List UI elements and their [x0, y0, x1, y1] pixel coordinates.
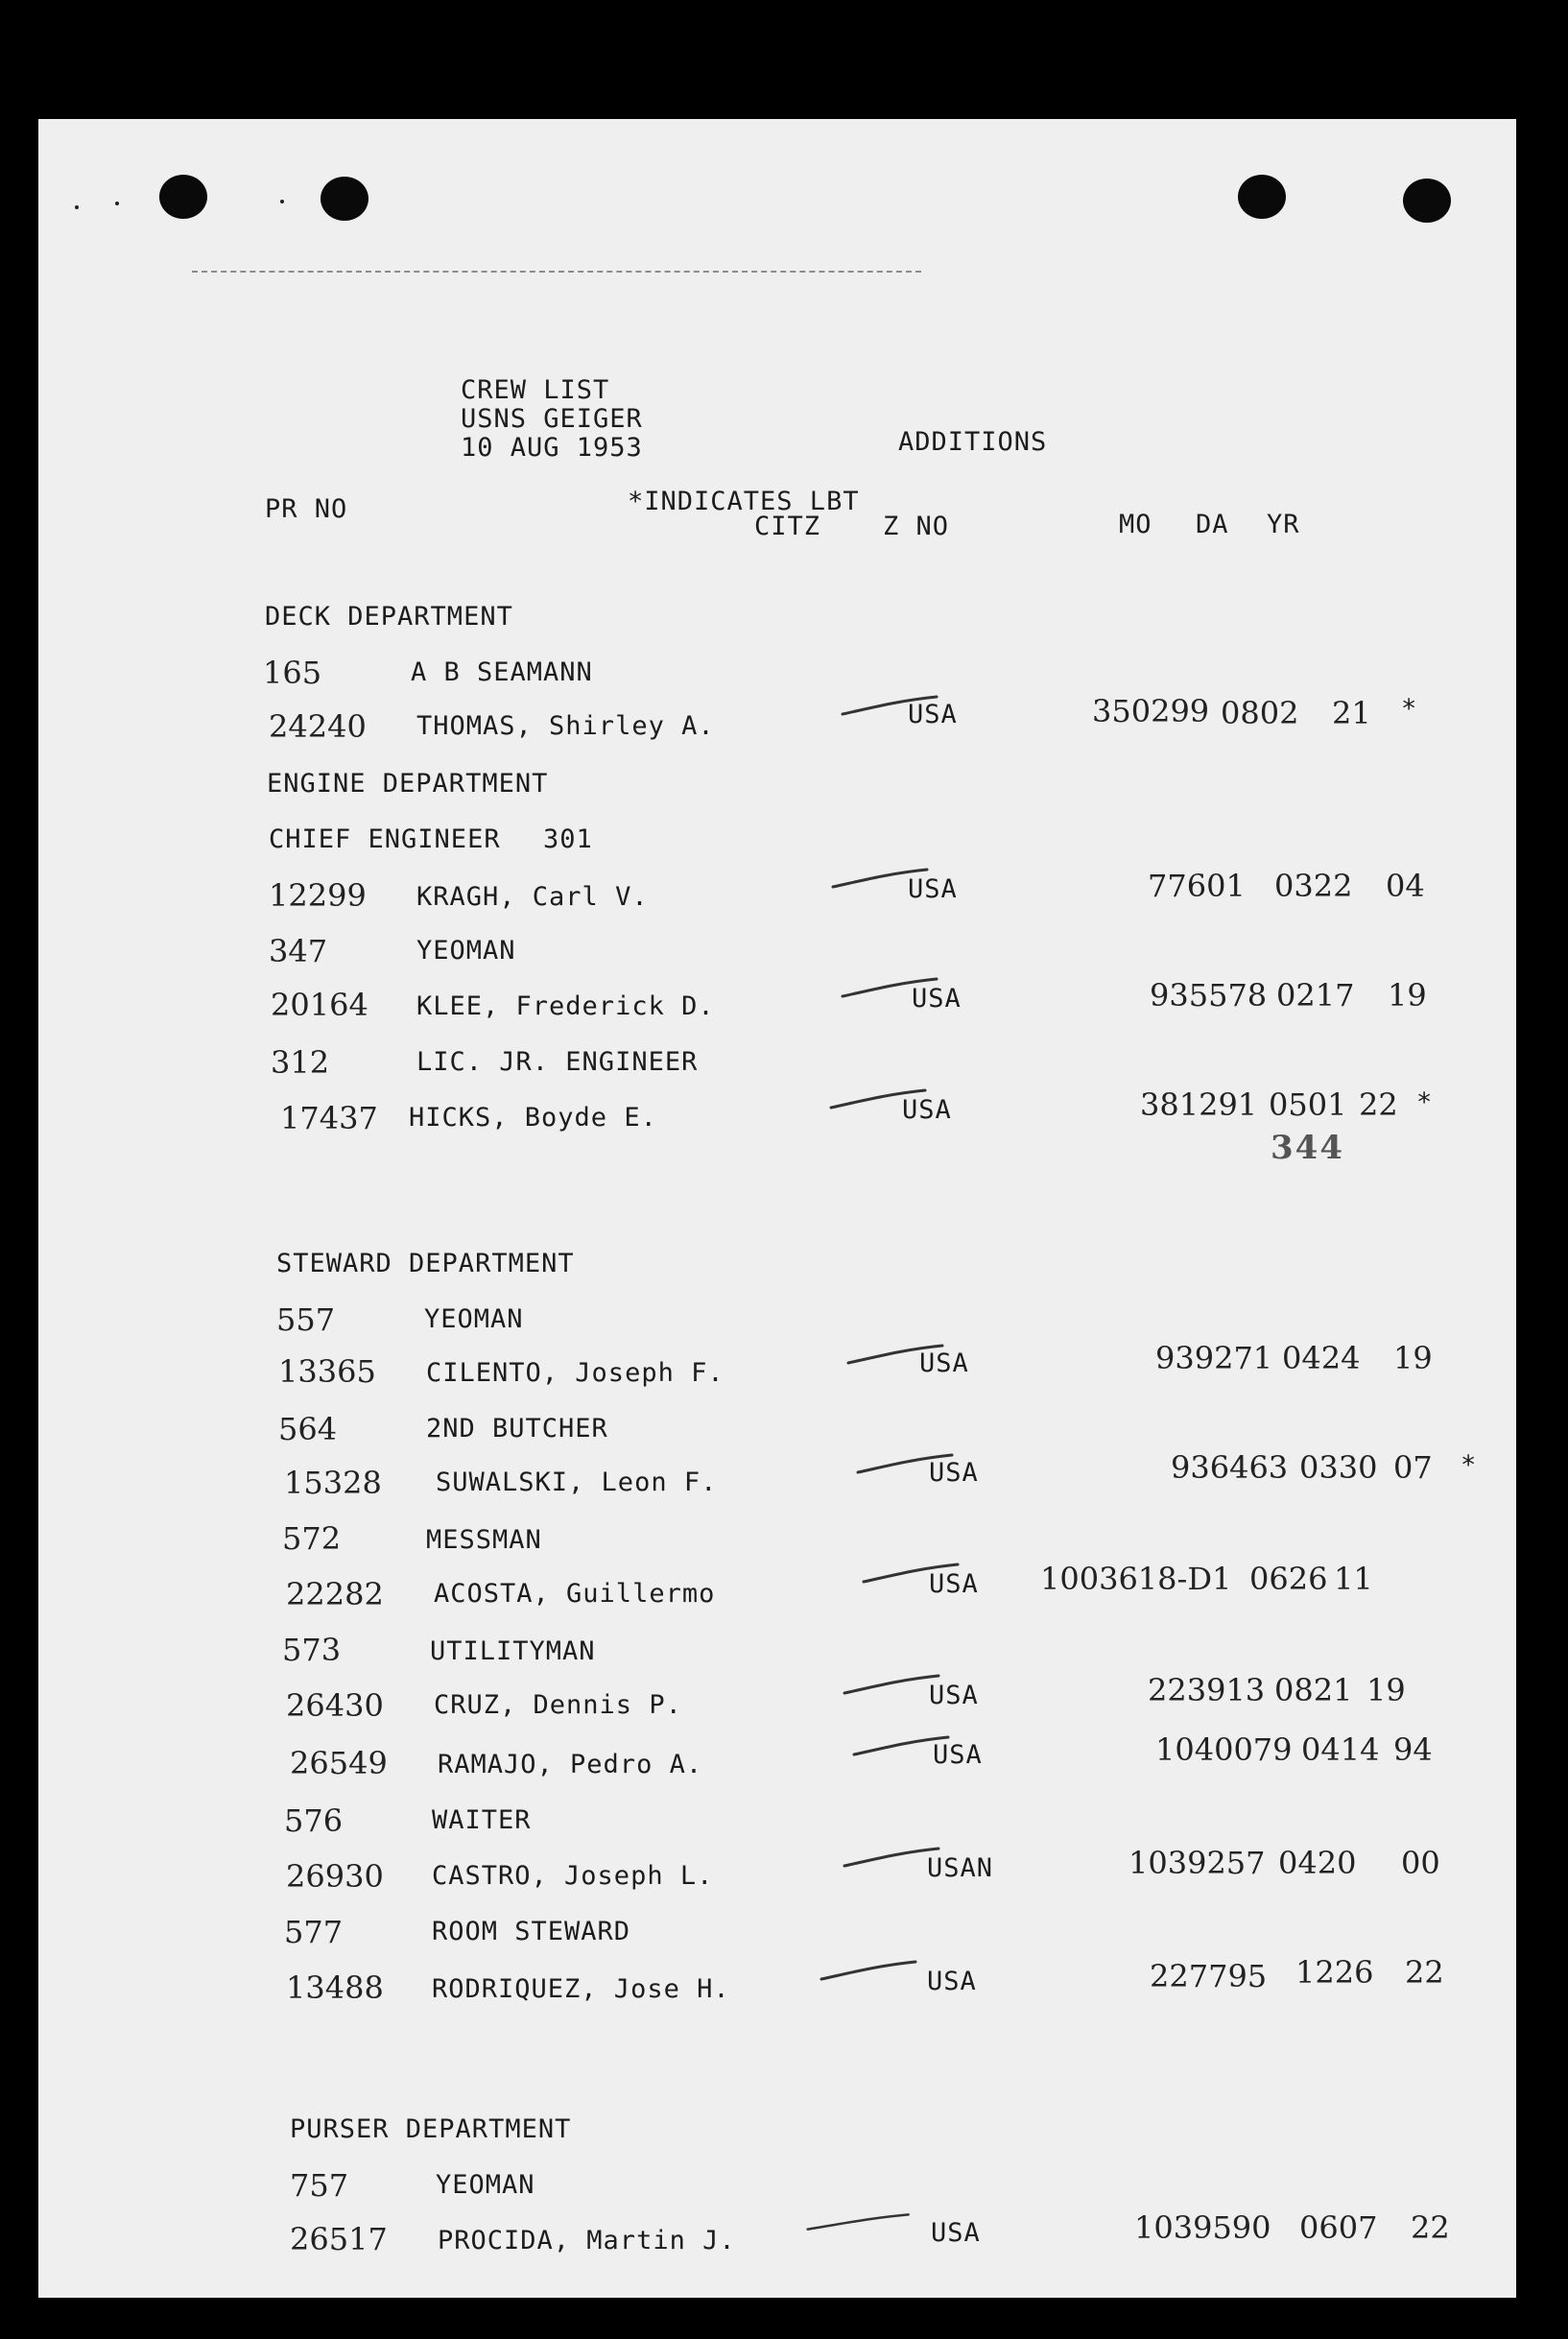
paper-speck	[75, 205, 79, 209]
citizenship: USA	[908, 700, 958, 729]
rating-title: YEOMAN	[436, 2170, 535, 2200]
birth-year: 04	[1386, 868, 1425, 904]
pr-number: 15328	[284, 1465, 382, 1501]
rating-code: 557	[276, 1301, 336, 1338]
z-number: 939271	[1155, 1340, 1273, 1376]
department-heading: ENGINE DEPARTMENT	[267, 769, 549, 799]
perforation-line	[192, 271, 921, 273]
column-header-yr: YR	[1267, 510, 1300, 539]
birth-month-day: 0330	[1299, 1449, 1378, 1486]
rating-title: ROOM STEWARD	[432, 1917, 631, 1946]
z-number: 223913	[1148, 1672, 1266, 1708]
z-number: 936463	[1171, 1449, 1289, 1486]
lbt-mark: *	[1416, 1087, 1434, 1117]
birth-month-day: 0607	[1299, 2209, 1378, 2246]
crew-name: RODRIQUEZ, Jose H.	[432, 1974, 730, 2004]
citizenship: USAN	[927, 1853, 994, 1883]
pr-number: 26549	[290, 1745, 388, 1781]
list-date: 10 AUG 1953	[461, 433, 643, 463]
birth-month-day: 0802	[1221, 695, 1299, 731]
citizenship: USA	[929, 1569, 979, 1599]
check-mark	[806, 2211, 912, 2232]
pr-number: 26930	[286, 1858, 384, 1895]
birth-month-day: 0424	[1282, 1340, 1361, 1376]
pr-number: 26517	[290, 2221, 388, 2257]
citizenship: USA	[929, 1681, 979, 1710]
punch-hole	[321, 177, 368, 221]
rating-title: LIC. JR. ENGINEER	[416, 1047, 699, 1077]
rating-title: 2ND BUTCHER	[426, 1414, 608, 1444]
department-heading: STEWARD DEPARTMENT	[276, 1249, 575, 1278]
birth-year: 21	[1332, 695, 1371, 731]
rating-code: 301	[543, 824, 593, 854]
document-title: CREW LIST	[461, 375, 610, 405]
lbt-mark: *	[1461, 1450, 1478, 1480]
column-header-mo: MO	[1119, 510, 1152, 539]
birth-month-day: 0821	[1274, 1672, 1353, 1708]
rating-title: MESSMAN	[426, 1525, 542, 1555]
birth-month-day: 0501	[1269, 1086, 1347, 1123]
z-number: 350299	[1092, 693, 1210, 729]
birth-year: 22	[1405, 1954, 1444, 1991]
rating-title: A B SEAMANN	[411, 657, 593, 687]
rating-code: 576	[284, 1802, 344, 1839]
document-page	[38, 119, 1516, 2298]
z-number: 1039257	[1128, 1845, 1266, 1881]
birth-year: 22	[1411, 2209, 1450, 2246]
crew-name: ACOSTA, Guillermo	[434, 1579, 716, 1609]
z-number: 1039590	[1134, 2209, 1271, 2246]
crew-name: CASTRO, Joseph L.	[432, 1861, 714, 1891]
crew-name: SUWALSKI, Leon F.	[436, 1468, 718, 1497]
birth-year: 94	[1393, 1731, 1433, 1768]
citizenship: USA	[929, 1458, 979, 1488]
pr-number: 20164	[271, 987, 368, 1023]
birth-month-day: 0626	[1249, 1561, 1328, 1597]
birth-year: 19	[1388, 977, 1427, 1014]
ship-name: USNS GEIGER	[461, 404, 643, 434]
crew-name: KLEE, Frederick D.	[416, 991, 715, 1021]
lbt-mark: *	[1401, 694, 1418, 724]
birth-year: 19	[1366, 1672, 1406, 1708]
rating-title: YEOMAN	[424, 1304, 524, 1334]
department-heading: DECK DEPARTMENT	[265, 602, 513, 632]
birth-month-day: 0217	[1276, 977, 1355, 1014]
birth-year: 19	[1393, 1340, 1433, 1376]
stamped-number: 344	[1271, 1129, 1344, 1167]
crew-name: THOMAS, Shirley A.	[416, 711, 715, 741]
rating-code: 564	[278, 1411, 338, 1447]
citizenship: USA	[912, 984, 962, 1014]
citizenship: USA	[902, 1095, 952, 1125]
rating-code: 312	[271, 1044, 330, 1081]
crew-name: PROCIDA, Martin J.	[438, 2226, 736, 2255]
column-header-z-no: Z NO	[883, 512, 950, 541]
pr-number: 17437	[280, 1100, 378, 1136]
citizenship: USA	[919, 1349, 969, 1378]
rating-title: UTILITYMAN	[430, 1636, 596, 1666]
citizenship: USA	[927, 1967, 977, 1996]
birth-month-day: 0420	[1278, 1845, 1357, 1881]
paper-speck	[280, 200, 284, 203]
department-heading: PURSER DEPARTMENT	[290, 2114, 572, 2144]
birth-year: 22	[1359, 1086, 1398, 1123]
crew-name: HICKS, Boyde E.	[409, 1103, 657, 1133]
rating-title: CHIEF ENGINEER	[269, 824, 501, 854]
birth-month-day: 1226	[1295, 1954, 1374, 1991]
punch-hole	[1238, 175, 1286, 219]
citizenship: USA	[933, 1740, 983, 1770]
z-number: 381291	[1140, 1086, 1258, 1123]
rating-code: 347	[269, 933, 328, 969]
birth-year: 11	[1334, 1561, 1373, 1597]
birth-year: 07	[1393, 1449, 1433, 1486]
pr-number: 13365	[278, 1353, 376, 1390]
rating-code: 573	[282, 1632, 342, 1668]
z-number: 1003618-D1	[1040, 1561, 1232, 1597]
citizenship: USA	[908, 874, 958, 904]
crew-name: CILENTO, Joseph F.	[426, 1358, 725, 1388]
column-header-pr-no: PR NO	[265, 494, 348, 524]
pr-number: 13488	[286, 1969, 384, 2006]
rating-code: 577	[284, 1914, 344, 1950]
pr-number: 12299	[269, 877, 367, 914]
paper-speck	[115, 202, 119, 205]
pr-number: 24240	[269, 708, 367, 745]
birth-month-day: 0414	[1301, 1731, 1380, 1768]
rating-code: 572	[282, 1520, 342, 1557]
birth-year: 00	[1401, 1845, 1440, 1881]
citizenship: USA	[931, 2218, 981, 2248]
section-heading: ADDITIONS	[898, 427, 1048, 457]
z-number: 935578	[1150, 977, 1268, 1014]
birth-month-day: 0322	[1274, 868, 1353, 904]
z-number: 1040079	[1155, 1731, 1293, 1768]
pr-number: 26430	[286, 1687, 384, 1724]
crew-name: CRUZ, Dennis P.	[434, 1690, 682, 1720]
check-mark	[820, 1960, 925, 1981]
z-number: 77601	[1148, 868, 1246, 904]
pr-number: 22282	[286, 1576, 384, 1612]
crew-name: KRAGH, Carl V.	[416, 882, 649, 912]
rating-code: 757	[290, 2167, 349, 2204]
rating-code: 165	[263, 655, 322, 691]
z-number: 227795	[1150, 1958, 1268, 1994]
punch-hole	[1403, 179, 1451, 223]
lbt-legend: *INDICATES LBT	[628, 487, 860, 516]
rating-title: WAITER	[432, 1805, 532, 1835]
rating-title: YEOMAN	[416, 936, 516, 966]
crew-name: RAMAJO, Pedro A.	[438, 1750, 703, 1779]
punch-hole	[159, 175, 207, 219]
column-header-citz: CITZ	[754, 512, 821, 541]
column-header-da: DA	[1196, 510, 1229, 539]
